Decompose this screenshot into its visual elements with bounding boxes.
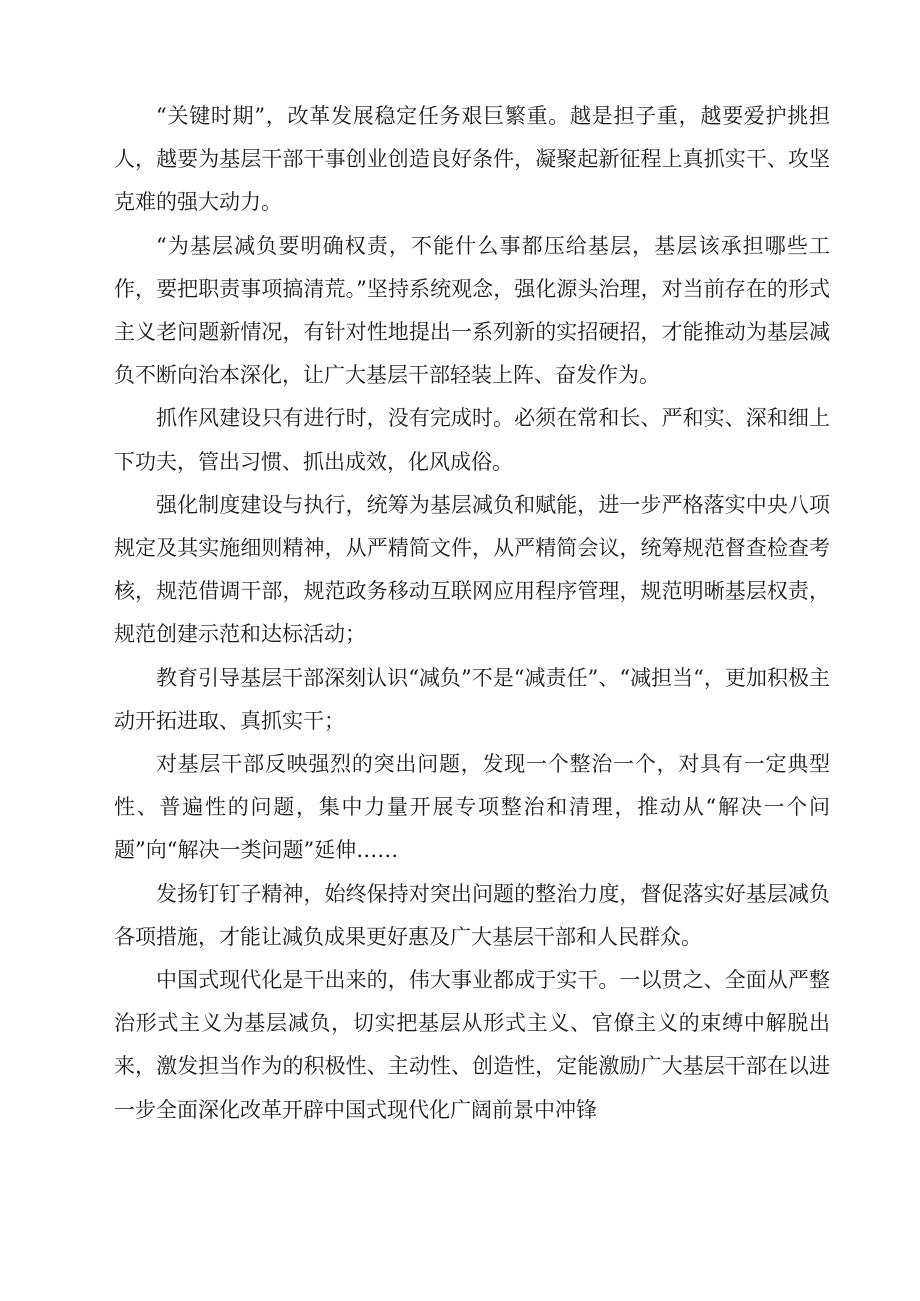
paragraph: 中国式现代化是干出来的，伟大事业都成于实干。一以贯之、全面从严整治形式主义为基层减负，切实把基层从形式主义、官僚主义的束缚中解脱出来，激发担当作为的积极性、主动性、创造性，定能激励广大基层干部在以进一步全面深化改革开辟中国式现代化广阔前景中冲锋	[114, 968, 830, 1122]
document-body	[114, 95, 830, 1132]
paragraph: “为基层减负要明确权责，不能什么事都压给基层，基层该承担哪些工作，要把职责事项搞清荒。”坚持系统观念，强化源头治理，对当前存在的形式主义老问题新情况，有针对性地提出一系列新的实招硬招，才能推动为基层减负不断向治本深化，让广大基层干部轻装上阵、奋发作为。	[114, 233, 830, 388]
paragraph: 发扬钉钉子精神，始终保持对突出问题的整治力度，督促落实好基层减负各项措施，才能让减负成果更好惠及广大基层干部和人民群众。	[114, 881, 830, 949]
paragraph: 对基层干部反映强烈的突出问题，发现一个整治一个，对具有一定典型性、普遍性的问题，集中力量开展专项整治和清理，推动从“解决一个问题”向“解决一类问题”延伸……	[114, 752, 830, 863]
paragraph: “关键时期”，改革发展稳定任务艰巨繁重。越是担子重，越要爱护挑担人，越要为基层干部干事创业创造良好条件，凝聚起新征程上真抓实干、攻坚克难的强大动力。	[114, 104, 830, 215]
paragraph: 教育引导基层干部深刻认识“减负”不是“减责任”、“减担当“，更加积极主动开拓进取、真抓实干；	[114, 665, 830, 733]
paragraph: 抓作风建设只有进行时，没有完成时。必须在常和长、严和实、深和细上下功夫，管出习惯、抓出成效，化风成俗。	[114, 406, 830, 474]
paragraph: 强化制度建设与执行，统筹为基层减负和赋能，进一步严格落实中央八项规定及其实施细则精神，从严精简文件，从严精简会议，统筹规范督查检查考核，规范借调干部，规范政务移动互联网应用程序管理，规范明晰基层权责，规范创建示范和达标活动；	[114, 492, 830, 647]
